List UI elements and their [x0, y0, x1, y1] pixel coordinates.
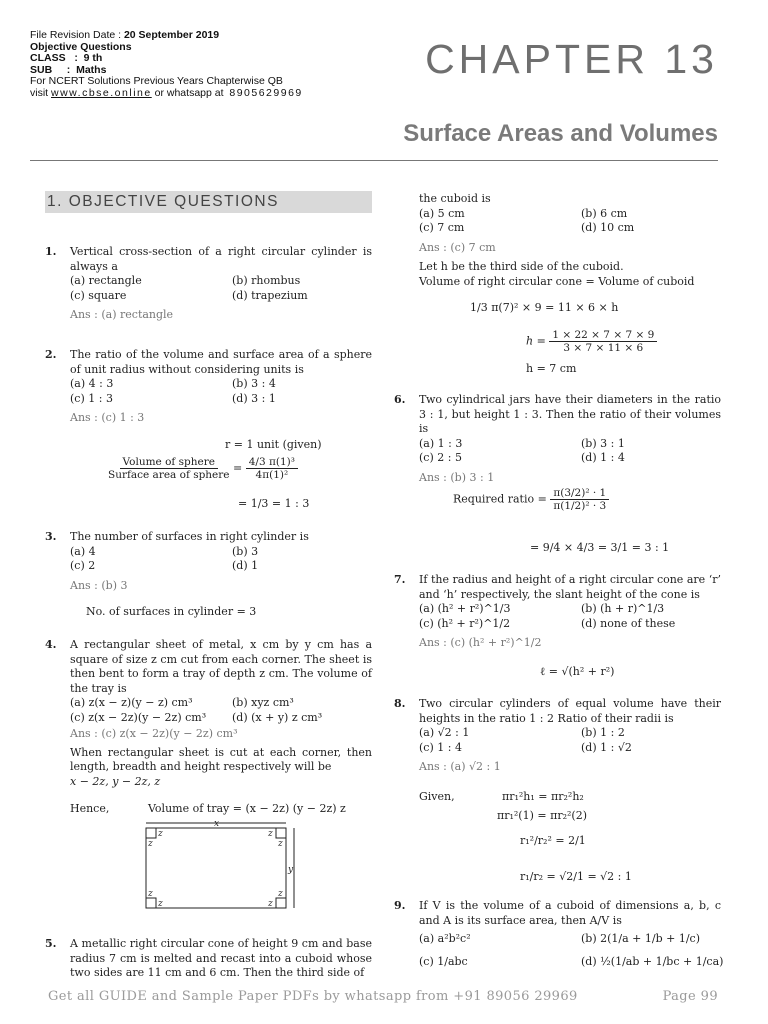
option-a: (a) 5 cm	[419, 206, 465, 220]
option-d: (d) none of these	[581, 616, 676, 630]
option-a: (a) 4	[70, 544, 96, 558]
section-heading: 1. OBJECTIVE QUESTIONS	[45, 191, 372, 213]
tray-figure	[138, 818, 308, 918]
question-number: 1.	[45, 245, 57, 258]
fraction: $\frac{\text{4/3 π(1)³}}{\text{4π(1)²}}$	[246, 456, 298, 481]
option-b: (b) 6 cm	[581, 206, 628, 220]
options	[70, 696, 372, 725]
q4-dimensions: x − 2z, y − 2z, z	[70, 774, 161, 788]
q5-equation-2: h = $\frac{1 \times 22 \times 7 \times 7 \times 9}{3 \times 7 \times 11 \times 6}$	[526, 329, 657, 354]
question-number: 8.	[394, 697, 406, 710]
option-d: (d) 3 : 1	[232, 391, 276, 405]
option-d: (d) 10 cm	[581, 221, 635, 234]
q2-ratio-equation	[108, 456, 298, 481]
q4-explanation: When rectangular sheet is cut at each corner, then length, breadth and height respectively will be	[70, 745, 372, 773]
option-c: (c) z(x − 2z)(y − 2z) cm³	[70, 710, 207, 724]
answer: Ans : (b) 3 : 1	[419, 470, 495, 484]
q5-result: h = 7 cm	[526, 362, 577, 375]
question-3	[45, 530, 372, 593]
question-number: 2.	[45, 348, 57, 361]
svg-text:z: z	[148, 839, 153, 849]
options	[70, 377, 372, 406]
fraction: $\frac{1 \times 22 \times 7 \times 7 \times 9}{3 \times 7 \times 11 \times 6}$	[549, 329, 657, 354]
option-a: (a) a²b²c²	[419, 932, 471, 945]
question-2	[45, 348, 372, 426]
svg-text:z: z	[268, 829, 273, 839]
q3-work: No. of surfaces in cylinder = 3	[86, 605, 257, 618]
question-text: Vertical cross-section of a right circular cylinder is always a	[70, 245, 372, 273]
option-d: (d) (x + y) z cm³	[232, 710, 323, 724]
subject-title: Surface Areas and Volumes	[403, 120, 718, 147]
svg-text:z: z	[158, 829, 163, 839]
q6-result: = 9/4 × 4/3 = 3/1 = 3 : 1	[530, 541, 670, 554]
question-7	[394, 573, 721, 651]
option-b: (b) xyz cm³	[232, 696, 294, 709]
visit-line: visit www.cbse.online or whatsapp at 8905629969	[30, 86, 303, 99]
chapter-title: CHAPTER 13	[425, 36, 718, 82]
equals-sign: =	[233, 461, 246, 475]
site-link[interactable]: www.cbse.online	[51, 86, 152, 99]
answer: Ans : (c) z(x − 2z)(y − 2z) cm³	[70, 727, 238, 740]
option-c: (c) 2 : 5	[419, 451, 462, 464]
fig-label-x: x	[214, 819, 220, 829]
q8-given: Given,	[419, 790, 455, 803]
q7-slant-height: ℓ = √(h² + r²)	[540, 665, 615, 678]
question-5-continued	[419, 192, 721, 289]
question-text: The ratio of the volume and surface area of a sphere of unit radius without considering units is	[70, 348, 372, 376]
option-c: (c) square	[70, 288, 127, 302]
answer: Ans : (c) 1 : 3	[70, 411, 145, 424]
option-d: (d) trapezium	[232, 288, 308, 302]
q4-volume: Volume of tray = (x − 2z) (y − 2z) z	[148, 802, 346, 815]
option-c: (c) 7 cm	[419, 221, 465, 234]
question-number: 6.	[394, 393, 406, 406]
header-line-2: Objective Questions	[30, 40, 132, 53]
q8-equation-4: r₁/r₂ = √2/1 = √2 : 1	[520, 870, 632, 883]
question-text: Two cylindrical jars have their diameters in the ratio 3 : 1, but height 1 : 3. Then the ratio of their volumes is	[419, 393, 721, 435]
option-b: (b) rhombus	[232, 274, 301, 287]
question-9	[394, 899, 724, 969]
question-text: Two circular cylinders of equal volume have their heights in the ratio 1 : 2 Ratio of their radii is	[419, 697, 721, 725]
revision-line: File Revision Date : 20 September 2019	[30, 29, 220, 41]
question-1	[45, 245, 372, 323]
option-a: (a) √2 : 1	[419, 726, 470, 739]
option-d: (d) 1	[232, 559, 259, 572]
option-b: (b) 3	[232, 544, 259, 558]
option-b: (b) 1 : 2	[581, 726, 625, 739]
footer-text: Get all GUIDE and Sample Paper PDFs by whatsapp from +91 89056 29969	[48, 989, 578, 1004]
question-number: 9.	[394, 899, 406, 912]
option-c: (c) 1 : 4	[419, 740, 462, 754]
answer: Ans : (c) (h² + r²)^1/2	[419, 636, 542, 649]
option-c: (c) 2	[70, 559, 96, 572]
options	[419, 602, 721, 631]
options	[419, 726, 721, 755]
page-number: Page 99	[662, 989, 718, 1004]
question-number: 5.	[45, 937, 57, 950]
option-b: (b) 3 : 4	[232, 377, 276, 390]
svg-text:z: z	[268, 899, 273, 909]
option-a: (a) z(x − z)(y − z) cm³	[70, 696, 193, 709]
sub-line: SUB : Maths	[30, 63, 107, 76]
answer: Ans : (b) 3	[70, 578, 128, 592]
q8-equation-1: πr₁²h₁ = πr₂²h₂	[502, 790, 584, 803]
option-a: (a) 1 : 3	[419, 436, 463, 450]
q4-hence: Hence,	[70, 802, 110, 815]
options	[419, 207, 721, 236]
question-8	[394, 697, 721, 775]
option-a: (a) rectangle	[70, 274, 142, 287]
option-d: (d) 1 : √2	[581, 740, 632, 754]
fraction: $\frac{\text{Volume of sphere}}{\text{Surface area of sphere}}$	[108, 456, 230, 481]
question-text: A metallic right circular cone of height 9 cm and base radius 7 cm is melted and recast into a cuboid whose two sides are 11 cm and 6 cm. Then the third side of	[70, 937, 372, 979]
option-d: (d) 1 : 4	[581, 451, 625, 464]
question-number: 4.	[45, 638, 57, 651]
question-text: The number of surfaces in right cylinder is	[70, 530, 309, 543]
question-number: 3.	[45, 530, 57, 543]
question-number: 7.	[394, 573, 406, 586]
option-b: (b) 3 : 1	[581, 436, 625, 450]
option-c: (c) 1/abc	[419, 954, 468, 968]
option-d: (d) ½(1/ab + 1/bc + 1/ca)	[581, 954, 724, 968]
option-b: (b) (h + r)^1/3	[581, 602, 665, 615]
question-text: the cuboid is	[419, 192, 491, 205]
option-b: (b) 2(1/a + 1/b + 1/c)	[581, 932, 700, 945]
class-line: CLASS : 9 th	[30, 52, 103, 65]
answer: Ans : (a) √2 : 1	[419, 760, 501, 773]
svg-text:z: z	[148, 889, 153, 899]
option-c: (c) (h² + r²)^1/2	[419, 616, 511, 630]
option-c: (c) 1 : 3	[70, 391, 113, 405]
page-footer	[48, 989, 718, 1004]
options	[70, 545, 372, 574]
q8-equation-3: r₁²/r₂² = 2/1	[520, 834, 586, 847]
q5-explanation-1: Let h be the third side of the cuboid.	[419, 260, 624, 273]
options	[419, 437, 721, 466]
answer: Ans : (a) rectangle	[70, 308, 174, 321]
question-text: If V is the volume of a cuboid of dimensions a, b, c and A is its surface area, then A/V is	[419, 899, 721, 927]
file-header	[30, 30, 303, 100]
q6-ratio: Required ratio = $\frac{\text{π(3/2)² · 1}}{\text{π(1/2)² · 3}}$	[453, 487, 609, 512]
options	[70, 274, 372, 303]
question-5	[45, 937, 372, 981]
q2-given: r = 1 unit (given)	[225, 438, 322, 451]
header-rule	[30, 160, 718, 161]
options	[419, 932, 724, 969]
q5-explanation-2: Volume of right circular cone = Volume of cuboid	[419, 274, 695, 288]
option-a: (a) (h² + r²)^1/3	[419, 602, 511, 615]
header-line-5: For NCERT Solutions Previous Years Chapterwise QB	[30, 75, 283, 88]
question-4	[45, 638, 372, 789]
fig-label-y: y	[288, 865, 294, 875]
q8-equation-2: πr₁²(1) = πr₂²(2)	[497, 809, 587, 822]
question-text: A rectangular sheet of metal, x cm by y cm has a square of size z cm cut from each corner. The sheet is then bent to form a tray of depth z cm. The volume of the tray is	[70, 638, 372, 695]
question-text: If the radius and height of a right circular cone are ‘r’ and ‘h’ respectively, the slant height of the cone is	[419, 573, 721, 601]
svg-text:z: z	[158, 899, 163, 909]
svg-text:z: z	[278, 889, 283, 899]
question-6	[394, 393, 721, 485]
fraction: $\frac{\text{π(3/2)² · 1}}{\text{π(1/2)² · 3}}$	[550, 487, 609, 512]
answer: Ans : (c) 7 cm	[419, 240, 496, 254]
q5-equation-1: 1/3 π(7)² × 9 = 11 × 6 × h	[470, 301, 619, 314]
option-a: (a) 4 : 3	[70, 377, 114, 390]
q2-result: = 1/3 = 1 : 3	[238, 497, 310, 510]
svg-text:z: z	[278, 839, 283, 849]
